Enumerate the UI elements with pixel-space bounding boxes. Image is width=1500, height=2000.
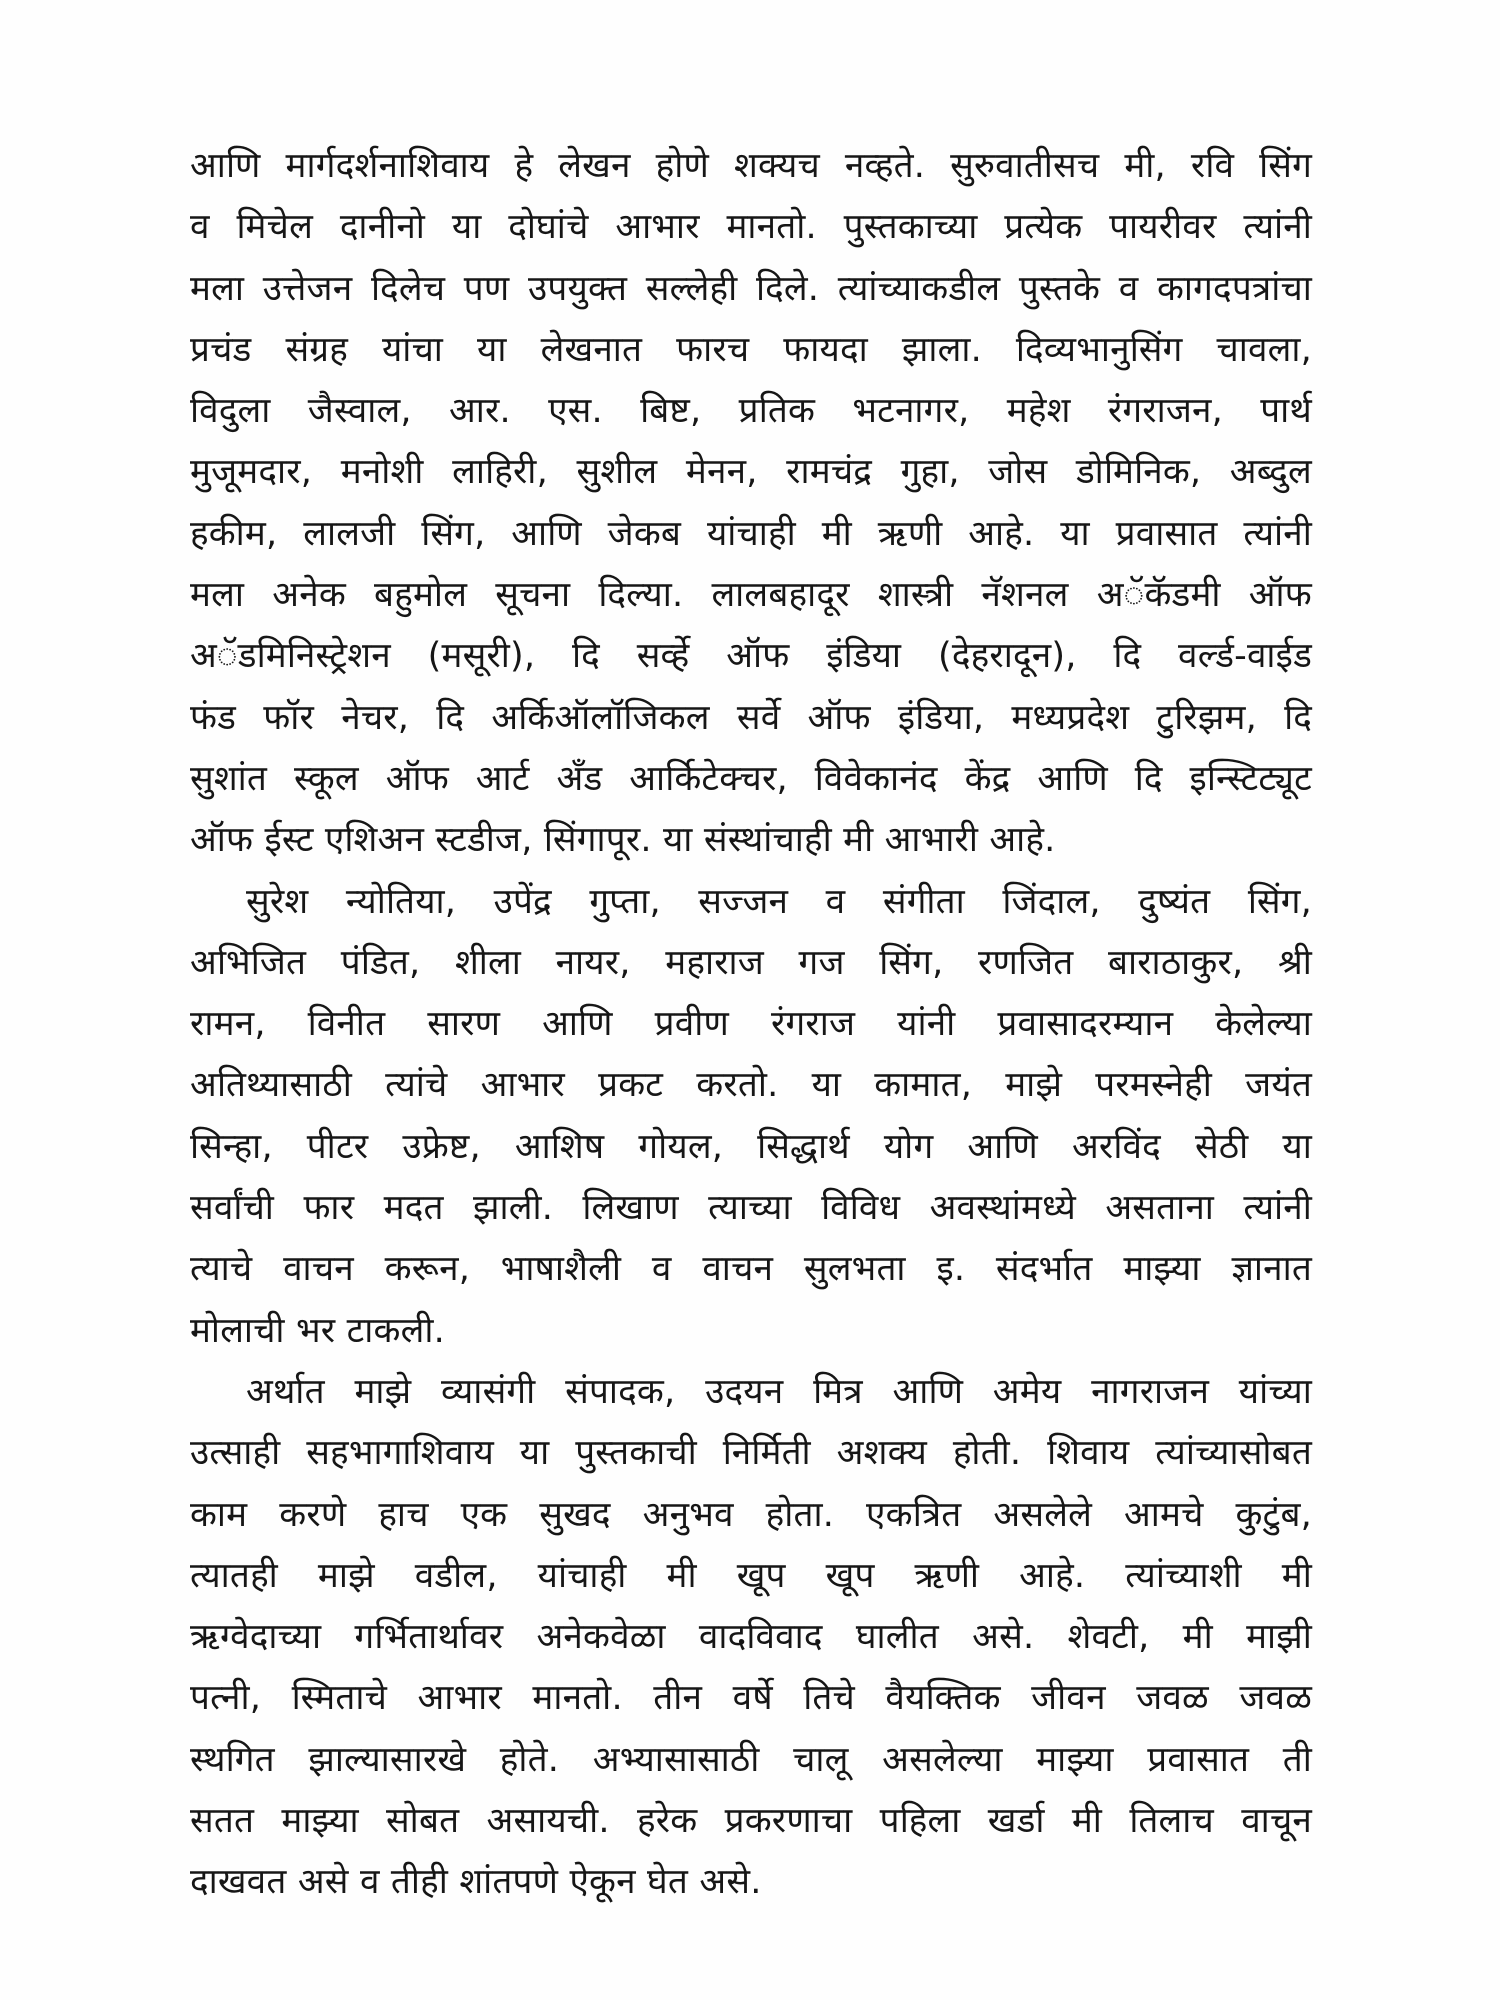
text-line: सतत माझ्या सोबत असायची. हरेक प्रकरणाचा पहिला खर्डा मी तिलाच वाचून [190,1801,1312,1842]
text-line: सुशांत स्कूल ऑफ आर्ट अँड आर्किटेक्चर, विवेकानंद केंद्र आणि दि इन्स्टिट्यूट [190,758,1312,799]
text-line: मला अनेक बहुमोल सूचना दिल्या. लालबहादूर शास्त्री नॅशनल अॅकॅडमी ऑफ [190,575,1312,616]
text-line: मला उत्तेजन दिलेच पण उपयुक्त सल्लेही दिले. त्यांच्याकडील पुस्तके व कागदपत्रांचा [190,268,1312,309]
text-line: सिन्हा, पीटर उफ्रेष्ट, आशिष गोयल, सिद्धार्थ योग आणि अरविंद सेठी या [190,1126,1312,1167]
text-line: उत्साही सहभागाशिवाय या पुस्तकाची निर्मिती अशक्य होती. शिवाय त्यांच्यासोबत [190,1433,1312,1474]
text-line: अभिजित पंडित, शीला नायर, महाराज गज सिंग, रणजित बाराठाकुर, श्री [190,942,1312,983]
text-line: व मिचेल दानीनो या दोघांचे आभार मानतो. पुस्तकाच्या प्रत्येक पायरीवर त्यांनी [190,207,1312,248]
text-line: रामन, विनीत सारण आणि प्रवीण रंगराज यांनी प्रवासादरम्यान केलेल्या [190,1004,1312,1045]
text-line: ऑफ ईस्ट एशिअन स्टडीज, सिंगापूर. या संस्थांचाही मी आभारी आहे. [190,820,1056,861]
text-line: फंड फॉर नेचर, दि अर्किऑलॉजिकल सर्वे ऑफ इंडिया, मध्यप्रदेश टुरिझम, दि [190,697,1313,738]
text-line: सर्वांची फार मदत झाली. लिखाण त्याच्या विविध अवस्थांमध्ये असताना त्यांनी [190,1188,1312,1229]
text-line: सुरेश न्योतिया, उपेंद्र गुप्ता, सज्जन व संगीता जिंदाल, दुष्यंत सिंग, [246,881,1312,922]
text-line: विदुला जैस्वाल, आर. एस. बिष्ट, प्रतिक भटनागर, महेश रंगराजन, पार्थ [190,391,1312,432]
text-line: त्याचे वाचन करून, भाषाशैली व वाचन सुलभता इ. संदर्भात माझ्या ज्ञानात [190,1249,1312,1290]
text-line: प्रचंड संग्रह यांचा या लेखनात फारच फायदा झाला. दिव्यभानुसिंग चावला, [190,329,1312,370]
text-line: अॅडमिनिस्ट्रेशन (मसूरी), दि सर्व्हे ऑफ इंडिया (देहरादून), दि वर्ल्ड-वाईड [190,636,1312,677]
text-line: मोलाची भर टाकली. [190,1310,445,1351]
text-line: हकीम, लालजी सिंग, आणि जेकब यांचाही मी ऋणी आहे. या प्रवासात त्यांनी [190,513,1312,554]
text-line: अर्थात माझे व्यासंगी संपादक, उदयन मित्र आणि अमेय नागराजन यांच्या [246,1371,1312,1412]
text-line: ऋग्वेदाच्या गर्भितार्थावर अनेकवेळा वादविवाद घालीत असे. शेवटी, मी माझी [190,1617,1312,1658]
text-line: काम करणे हाच एक सुखद अनुभव होता. एकत्रित असलेले आमचे कुटुंब, [190,1494,1312,1535]
body-text [190,136,1312,1914]
text-line: अतिथ्यासाठी त्यांचे आभार प्रकट करतो. या कामात, माझे परमस्नेही जयंत [190,1065,1312,1106]
text-line: त्यातही माझे वडील, यांचाही मी खूप खूप ऋणी आहे. त्यांच्याशी मी [190,1555,1312,1596]
text-line: आणि मार्गदर्शनाशिवाय हे लेखन होणे शक्यच नव्हते. सुरुवातीसच मी, रवि सिंग [190,146,1312,186]
text-line: पत्नी, स्मिताचे आभार मानतो. तीन वर्षे तिचे वैयक्तिक जीवन जवळ जवळ [190,1678,1312,1719]
text-line: दाखवत असे व तीही शांतपणे ऐकून घेत असे. [190,1862,762,1903]
text-line: मुजूमदार, मनोशी लाहिरी, सुशील मेनन, रामचंद्र गुहा, जोस डोमिनिक, अब्दुल [190,452,1312,493]
text-line: स्थगित झाल्यासारखे होते. अभ्यासासाठी चालू असलेल्या माझ्या प्रवासात ती [190,1739,1312,1780]
